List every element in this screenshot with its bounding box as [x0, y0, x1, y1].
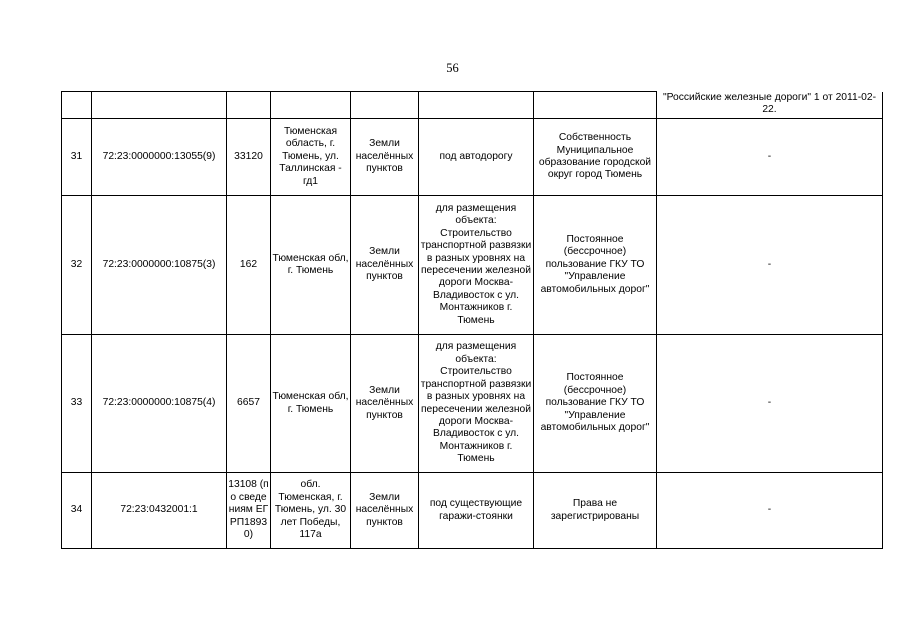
cadastral-number: 72:23:0000000:13055(9): [92, 119, 227, 196]
empty-cell: [271, 92, 351, 119]
row-number: 32: [62, 196, 92, 335]
permitted-use: для размещения объекта: Строительство транспортной развязки в разных уровнях на пересечении железной дороги Москва-Владивосток с ул. Монтажников г. Тюмень: [419, 335, 534, 473]
right-holder: Постоянное (бессрочное) пользование ГКУ ТО "Управление автомобильных дорог": [534, 335, 657, 473]
area: 13108 (по сведениям ЕГРП18930): [227, 473, 271, 549]
address: Тюменская обл, г. Тюмень: [271, 335, 351, 473]
row-number: 33: [62, 335, 92, 473]
right-holder: Собственность Муниципальное образование городской округ город Тюмень: [534, 119, 657, 196]
encumbrance: -: [657, 473, 883, 549]
area: 33120: [227, 119, 271, 196]
continuation-text: "Российские железные дороги" 1 от 2011-02-22.: [657, 92, 883, 119]
encumbrance: -: [657, 119, 883, 196]
address: Тюменская область, г. Тюмень, ул. Таллинская - гд1: [271, 119, 351, 196]
empty-cell: [92, 92, 227, 119]
table-row: [62, 119, 883, 196]
address: Тюменская обл, г. Тюмень: [271, 196, 351, 335]
table-row: [62, 335, 883, 473]
table-row: [62, 196, 883, 335]
empty-cell: [62, 92, 92, 119]
empty-cell: [419, 92, 534, 119]
empty-cell: [227, 92, 271, 119]
encumbrance: -: [657, 335, 883, 473]
cadastral-number: 72:23:0432001:1: [92, 473, 227, 549]
area: 6657: [227, 335, 271, 473]
row-number: 34: [62, 473, 92, 549]
permitted-use: под существующие гаражи-стоянки: [419, 473, 534, 549]
land-plots-table: [61, 91, 883, 549]
empty-cell: [351, 92, 419, 119]
land-category: Земли населённых пунктов: [351, 473, 419, 549]
area: 162: [227, 196, 271, 335]
cadastral-number: 72:23:0000000:10875(3): [92, 196, 227, 335]
permitted-use: для размещения объекта: Строительство транспортной развязки в разных уровнях на пересечении железной дороги Москва-Владивосток с ул. Монтажников г. Тюмень: [419, 196, 534, 335]
continuation-row: [62, 92, 883, 119]
cadastral-number: 72:23:0000000:10875(4): [92, 335, 227, 473]
address: обл. Тюменская, г. Тюмень, ул. 30 лет Победы, 117а: [271, 473, 351, 549]
right-holder: Постоянное (бессрочное) пользование ГКУ ТО "Управление автомобильных дорог": [534, 196, 657, 335]
land-category: Земли населённых пунктов: [351, 196, 419, 335]
land-category: Земли населённых пунктов: [351, 335, 419, 473]
encumbrance: -: [657, 196, 883, 335]
right-holder: Права не зарегистрированы: [534, 473, 657, 549]
permitted-use: под автодорогу: [419, 119, 534, 196]
land-category: Земли населённых пунктов: [351, 119, 419, 196]
empty-cell: [534, 92, 657, 119]
page-number: 56: [446, 61, 459, 75]
row-number: 31: [62, 119, 92, 196]
table-row: [62, 473, 883, 549]
